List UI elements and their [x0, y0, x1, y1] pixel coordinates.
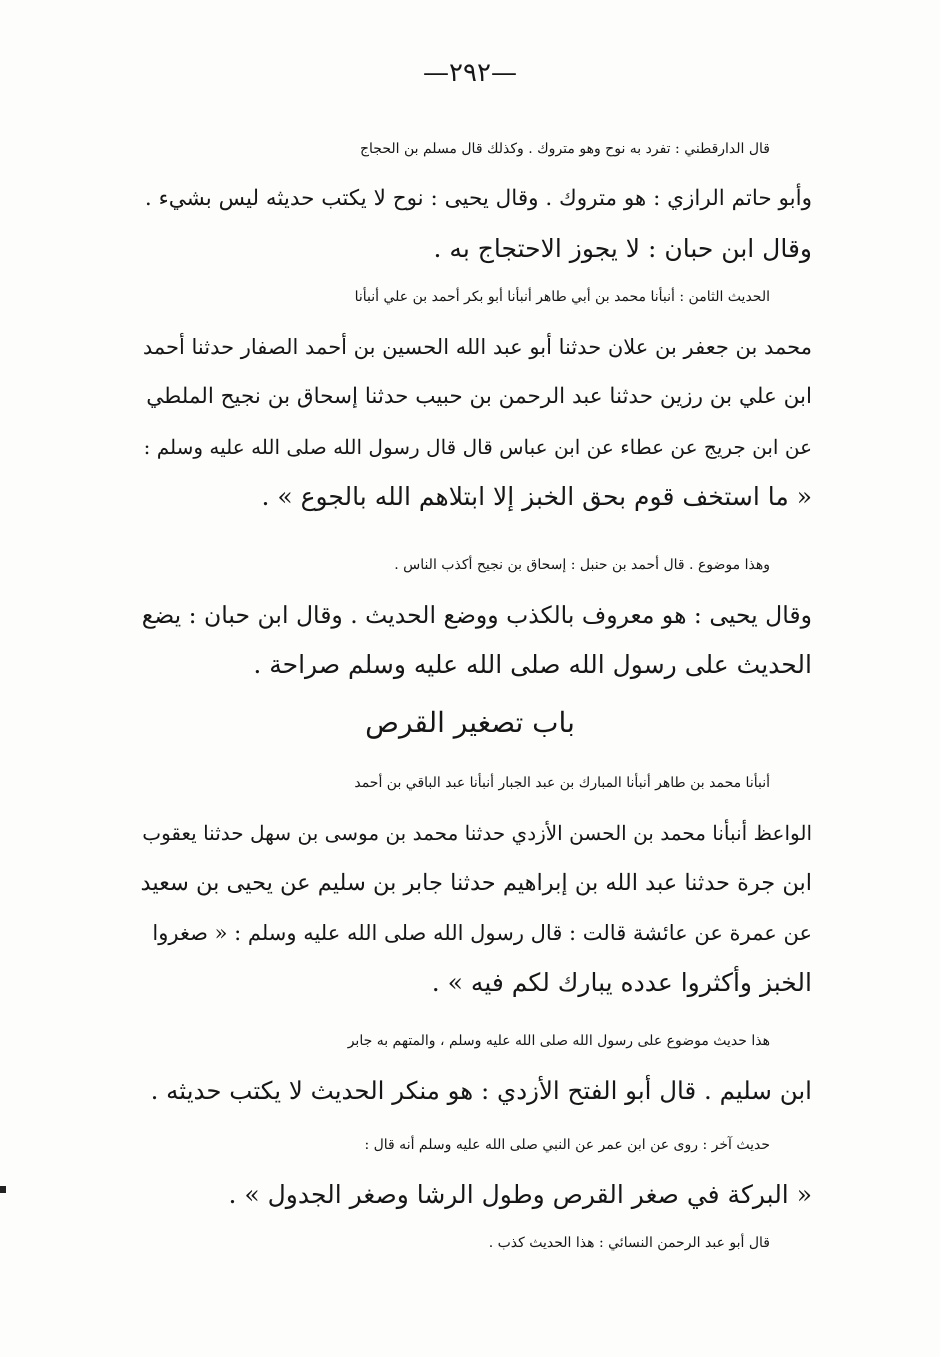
text-line: قال أبو عبد الرحمن النسائي : هذا الحديث كذب .	[488, 1235, 770, 1251]
text-line: الحديث على رسول الله صلى الله عليه وسلم صراحة .	[253, 650, 812, 679]
text-line: الخبز وأكثروا عدده يبارك لكم فيه » .	[431, 968, 812, 997]
text-line: عن ابن جريج عن عطاء عن ابن عباس قال قال رسول الله صلى الله عليه وسلم :	[143, 435, 812, 459]
text-line: وقال يحيى : هو معروف بالكذب ووضع الحديث . وقال ابن حبان : يضع	[141, 601, 812, 629]
paragraph-verdict	[140, 1016, 812, 1116]
text-line: قال الدارقطني : تفرد به نوح وهو متروك . وكذلك قال مسلم بن الحجاج	[360, 141, 770, 157]
text-line: وهذا موضوع . قال أحمد بن حنبل : إسحاق بن نجيح أكذب الناس .	[394, 557, 770, 573]
text-line: الواعظ أنبأنا محمد بن الحسن الأزدي حدثنا محمد بن موسى بن سهل حدثنا يعقوب	[142, 821, 812, 845]
paragraph-another-hadith	[140, 1120, 812, 1220]
paragraph-daraqutni	[140, 124, 812, 274]
paragraph-eighth-hadith	[140, 272, 812, 522]
scan-edge-mark	[0, 1186, 6, 1193]
paragraph-fabricated-note	[140, 540, 812, 690]
text-line: محمد بن جعفر بن علان حدثنا أبو عبد الله الحسين بن أحمد الصفار حدثنا أحمد	[142, 335, 812, 359]
paragraph-chain-of-narration	[140, 758, 812, 1008]
text-line: « ما استخف قوم بحق الخبز إلا ابتلاهم الله بالجوع » .	[261, 482, 812, 511]
text-line: حديث آخر : روى عن ابن عمر عن النبي صلى الله عليه وسلم أنه قال :	[364, 1137, 770, 1153]
text-line: أنبأنا محمد بن طاهر أنبأنا المبارك بن عبد الجبار أنبأنا عبد الباقي بن أحمد	[354, 775, 770, 791]
text-line: ابن جرة حدثنا عبد الله بن إبراهيم حدثنا جابر بن سليم عن يحيى بن سعيد	[140, 870, 812, 896]
text-line: وأبو حاتم الرازي : هو متروك . وقال يحيى : نوح لا يكتب حديثه ليس بشيء .	[144, 186, 812, 211]
text-line: عن عمرة عن عائشة قالت : قال رسول الله صلى الله عليه وسلم : « صغروا	[152, 921, 812, 945]
page-number: —٢٩٢—	[423, 58, 517, 88]
text-line: ابن سليم . قال أبو الفتح الأزدي : هو منكر الحديث لا يكتب حديثه .	[150, 1076, 812, 1105]
section-heading: باب تصغير القرص	[365, 706, 575, 739]
text-line: وقال ابن حبان : لا يجوز الاحتجاج به .	[433, 234, 812, 263]
text-line: « البركة في صغر القرص وطول الرشا وصغر الجدول » .	[228, 1180, 812, 1209]
text-line: الحديث الثامن : أنبأنا محمد بن أبي طاهر أنبأنا أبو بكر أحمد بن علي أنبأنا	[354, 289, 770, 305]
text-line: هذا حديث موضوع على رسول الله صلى الله عليه وسلم ، والمتهم به جابر	[347, 1033, 770, 1049]
text-line: ابن علي بن رزين حدثنا عبد الرحمن بن حبيب حدثنا إسحاق بن نجيح الملطي	[146, 384, 812, 409]
paragraph-nasai	[140, 1218, 812, 1268]
